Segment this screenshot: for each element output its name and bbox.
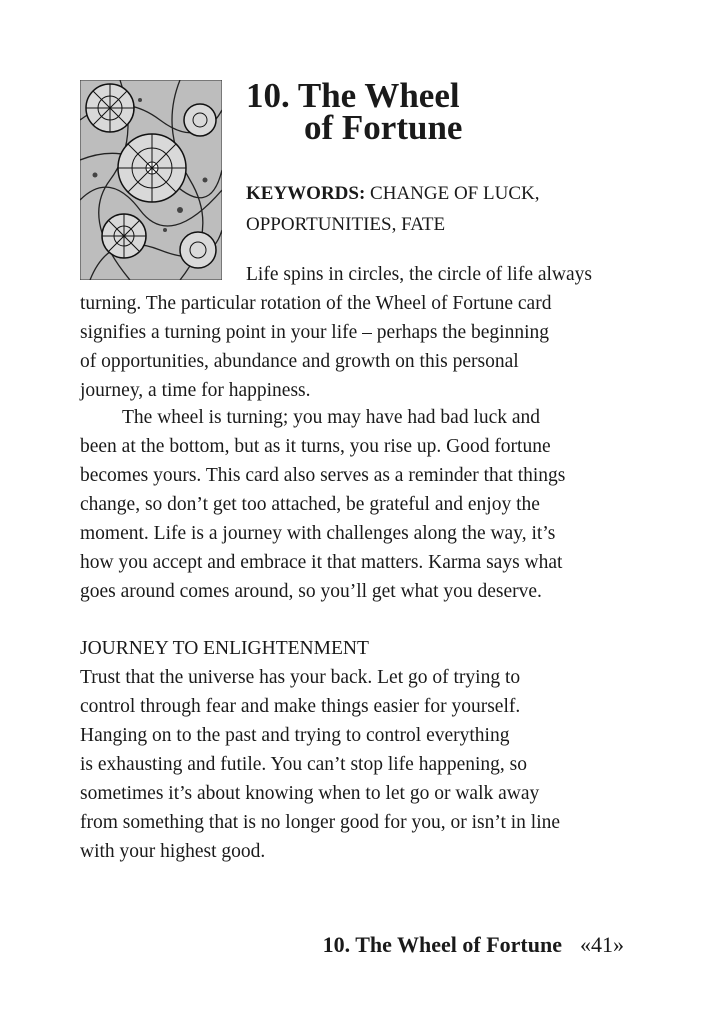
text-line: The wheel is turning; you may have had bad luck and (122, 407, 541, 428)
footer-title: 10. The Wheel of Fortune (322, 932, 562, 957)
text-line: goes around comes around, so you’ll get what you deserve. (80, 581, 542, 602)
text-line: moment. Life is a journey with challenges along the way, it’s (80, 523, 556, 544)
wheel-of-fortune-card-icon (80, 80, 222, 280)
text-line: Trust that the universe has your back. Let go of trying to (80, 667, 521, 688)
text-line: sometimes it’s about knowing when to let go or walk away (80, 783, 540, 804)
page-title (246, 76, 646, 147)
text-line: how you accept and embrace it that matters. Karma says what (80, 552, 563, 573)
text-line: from something that is no longer good for you, or isn’t in line (80, 812, 561, 833)
text-line: turning. The particular rotation of the Wheel of Fortune card (80, 293, 552, 314)
text-line: Hanging on to the past and trying to control everything (80, 725, 510, 746)
title-line-2: of Fortune (304, 108, 463, 147)
text-line: of opportunities, abundance and growth on this personal (80, 351, 519, 372)
text-line: Life spins in circles, the circle of life always (246, 264, 592, 285)
paragraph-meaning (80, 260, 640, 405)
page-footer (323, 930, 624, 960)
text-line: been at the bottom, but as it turns, you rise up. Good fortune (80, 436, 551, 457)
text-line: with your highest good. (80, 841, 266, 862)
section-enlightenment (80, 634, 640, 866)
section-heading: JOURNEY TO ENLIGHTENMENT (80, 638, 369, 659)
text-line: signifies a turning point in your life – perhaps the beginning (80, 322, 549, 343)
text-line: is exhausting and futile. You can’t stop life happening, so (80, 754, 528, 775)
keywords-line-2: OPPORTUNITIES, FATE (246, 214, 446, 235)
text-line: journey, a time for happiness. (80, 380, 311, 401)
keywords-label: KEYWORDS: (246, 183, 366, 204)
card-illustration (80, 80, 222, 280)
text-line: change, so don’t get too attached, be grateful and enjoy the (80, 494, 540, 515)
paragraph-wheel (80, 403, 640, 606)
text-line: control through fear and make things easier for yourself. (80, 696, 521, 717)
page-number: «41» (580, 932, 624, 957)
keywords-block (246, 178, 646, 240)
title-line-1: 10. The Wheel (246, 76, 460, 115)
keywords-line-1: CHANGE OF LUCK, (370, 183, 540, 204)
text-line: becomes yours. This card also serves as a reminder that things (80, 465, 566, 486)
